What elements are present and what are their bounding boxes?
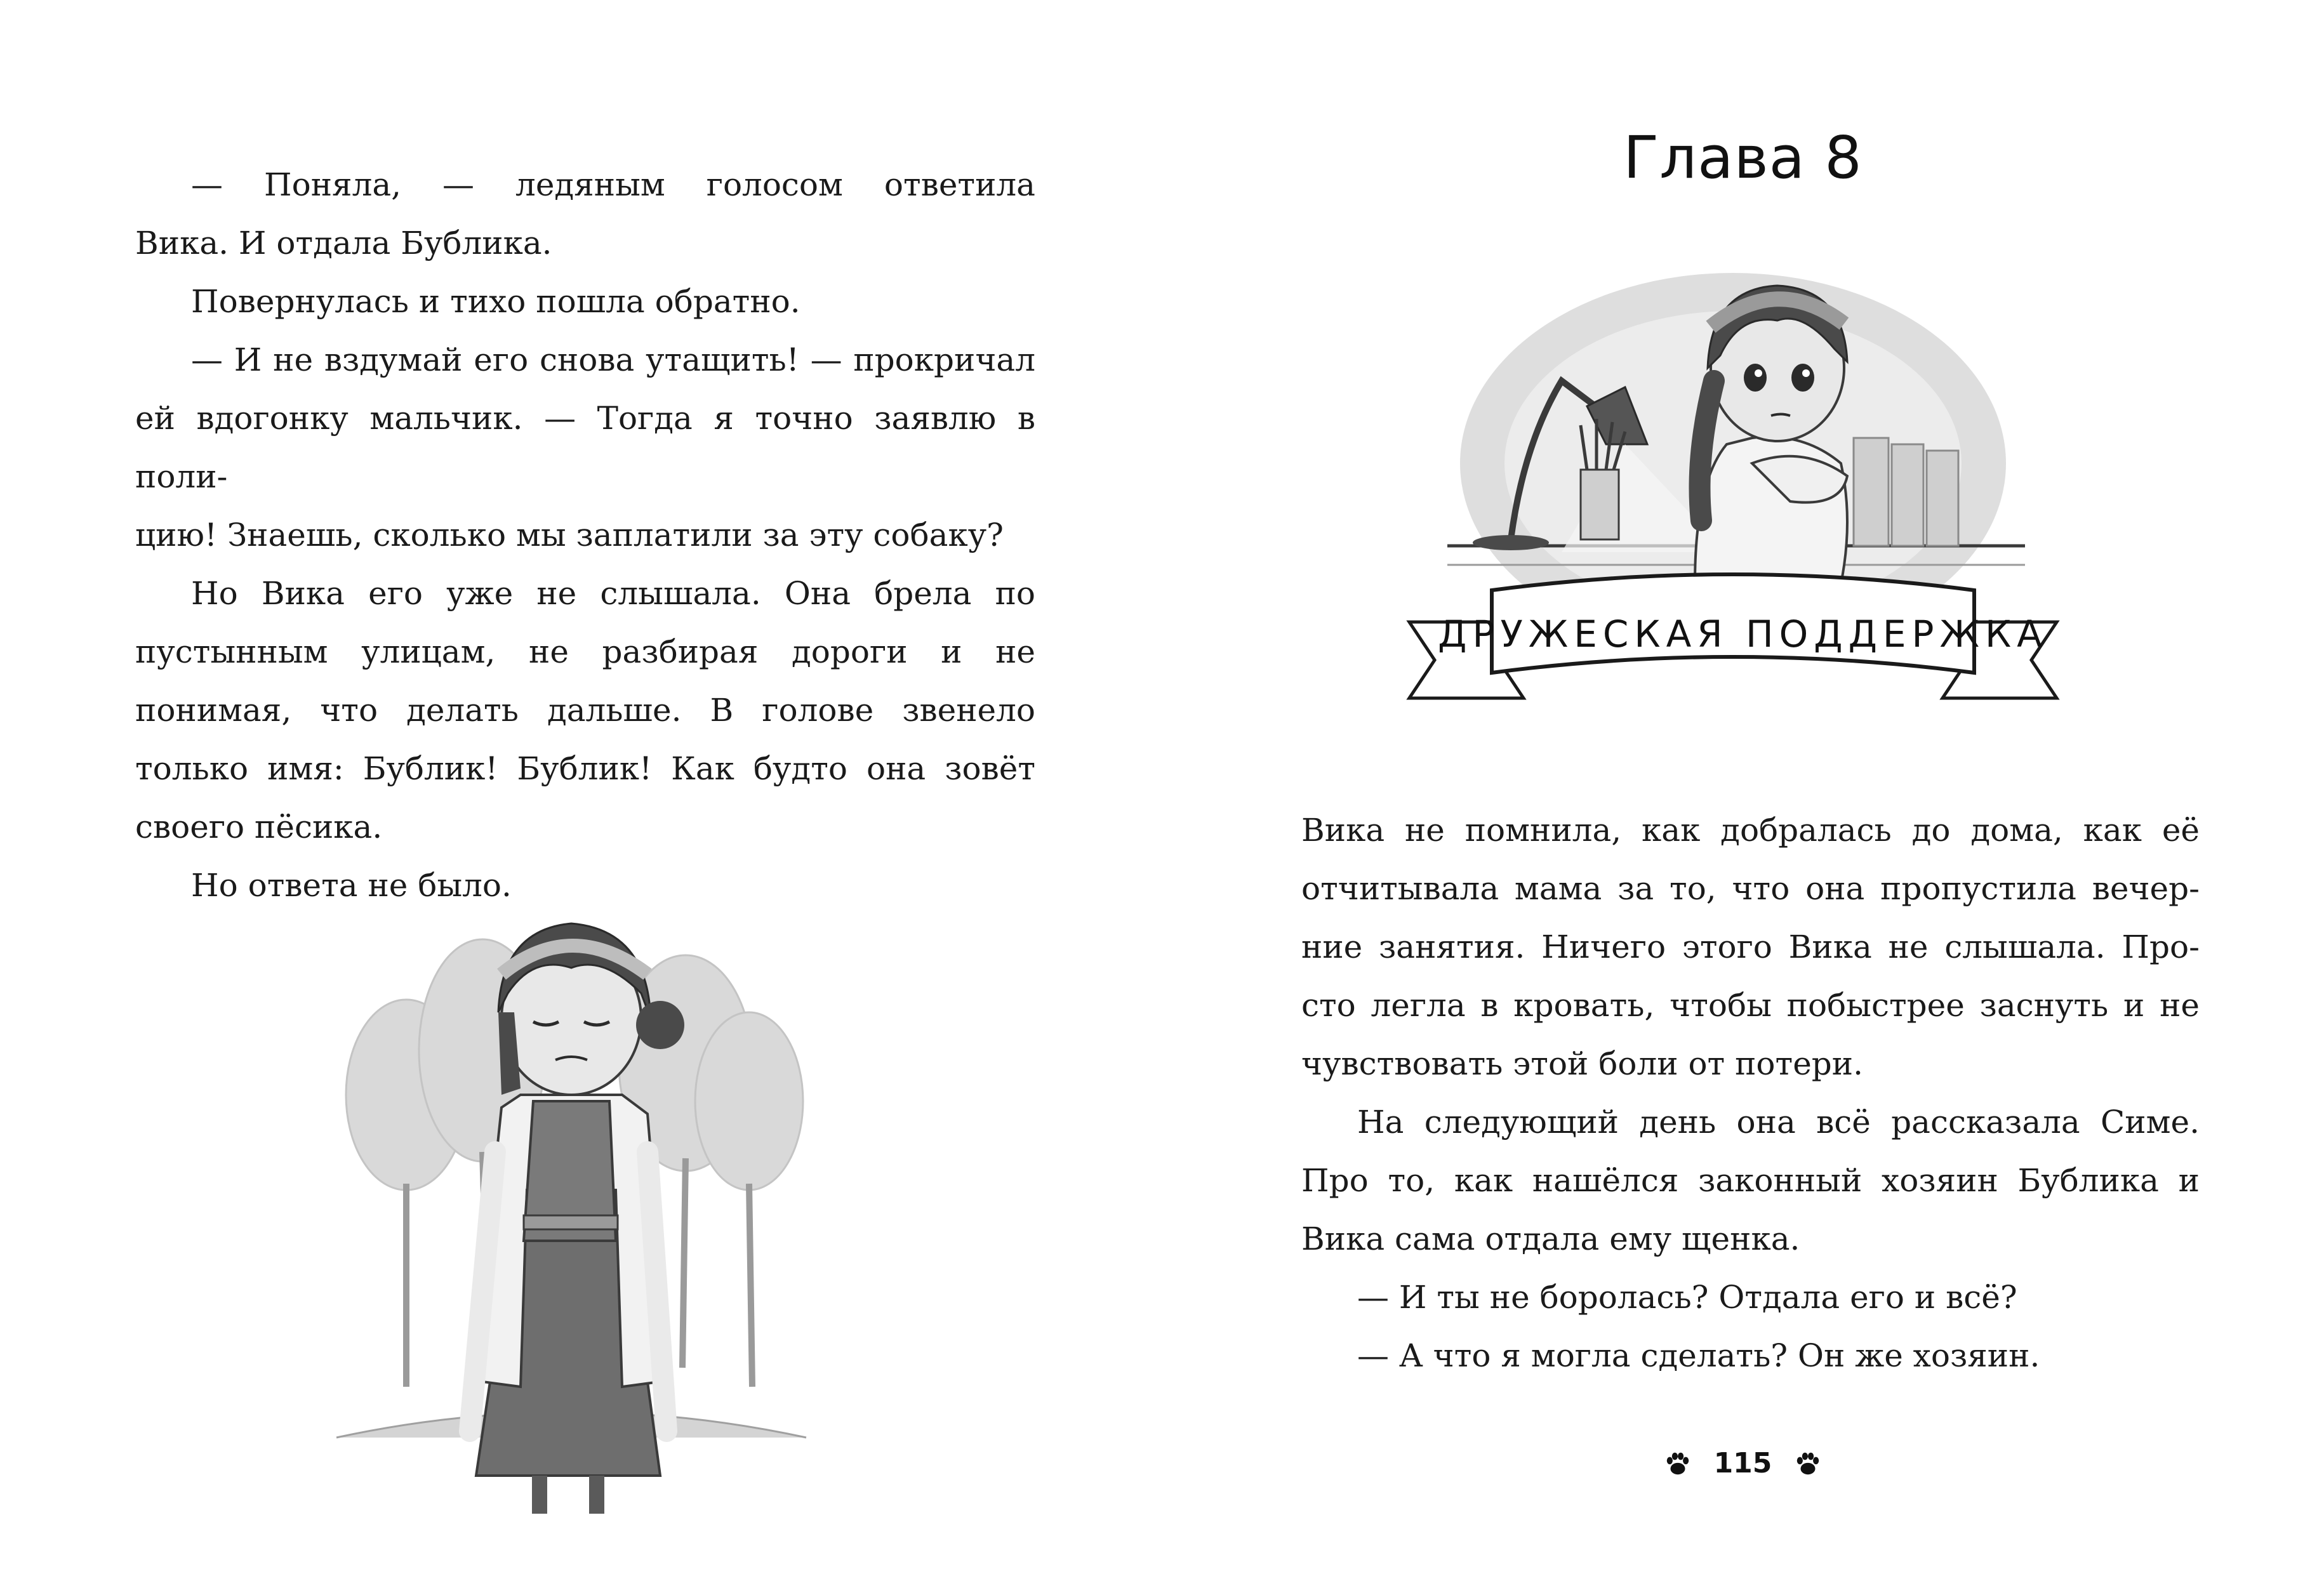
paragraph: Вика не помнила, как добралась до дома, как её: [1301, 812, 2200, 849]
page-number: 115: [1713, 1447, 1772, 1479]
paragraph: — Поняла, — ледяным голосом ответила: [191, 166, 1035, 203]
paw-icon: [1793, 1449, 1823, 1478]
paragraph-line: цию! Знаешь, сколько мы заплатили за эту собаку?: [135, 517, 1004, 553]
paragraph: — А что я могла сделать? Он же хозяин.: [1357, 1337, 2040, 1374]
girl-at-desk-illustration: [1397, 254, 2069, 755]
paw-icon: [1663, 1449, 1692, 1478]
paragraph: — И не вздумай его снова утащить! — прокричал: [191, 341, 1035, 378]
paragraph-line: ние занятия. Ничего этого Вика не слышала. Про-: [1301, 929, 2200, 965]
paragraph-line: только имя: Бублик! Бублик! Как будто она зовёт: [135, 750, 1035, 787]
girl-walking-sad-illustration: [330, 885, 813, 1520]
right-page-text: [1301, 801, 2200, 1385]
paragraph-line: своего пёсика.: [135, 809, 383, 845]
paragraph: На следующий день она всё рассказала Симе.: [1357, 1104, 2200, 1141]
chapter-subtitle-banner: ДРУЖЕСКАЯ ПОДДЕРЖКА: [1438, 612, 2048, 656]
paragraph-line: чувствовать этой боли от потери.: [1301, 1045, 1864, 1082]
paragraph: Повернулась и тихо пошла обратно.: [191, 283, 800, 320]
paragraph-line: Вика. И отдала Бублика.: [135, 225, 552, 261]
chapter-title: Глава 8: [1623, 124, 1863, 192]
paragraph-line: пустынным улицам, не разбирая дороги и не: [135, 633, 1035, 670]
left-page-text: [135, 155, 1035, 915]
paragraph: Но Вика его уже не слышала. Она брела по: [191, 575, 1035, 612]
paragraph-line: Про то, как нашёлся законный хозяин Бублика и: [1301, 1162, 2200, 1199]
paragraph-line: отчитывала мама за то, что она пропустила вечер-: [1301, 870, 2200, 907]
paragraph: — И ты не боролась? Отдала его и всё?: [1357, 1279, 2017, 1316]
right-page: [1162, 0, 2324, 1574]
paragraph-line: сто легла в кровать, чтобы побыстрее заснуть и не: [1301, 987, 2200, 1024]
paragraph-line: ей вдогонку мальчик. — Тогда я точно заявлю в поли-: [135, 400, 1035, 495]
page-footer: [1162, 1447, 2324, 1479]
paragraph-line: понимая, что делать дальше. В голове звенело: [135, 692, 1035, 729]
paragraph-line: Вика сама отдала ему щенка.: [1301, 1220, 1800, 1257]
paragraph: Но ответа не было.: [191, 867, 512, 904]
